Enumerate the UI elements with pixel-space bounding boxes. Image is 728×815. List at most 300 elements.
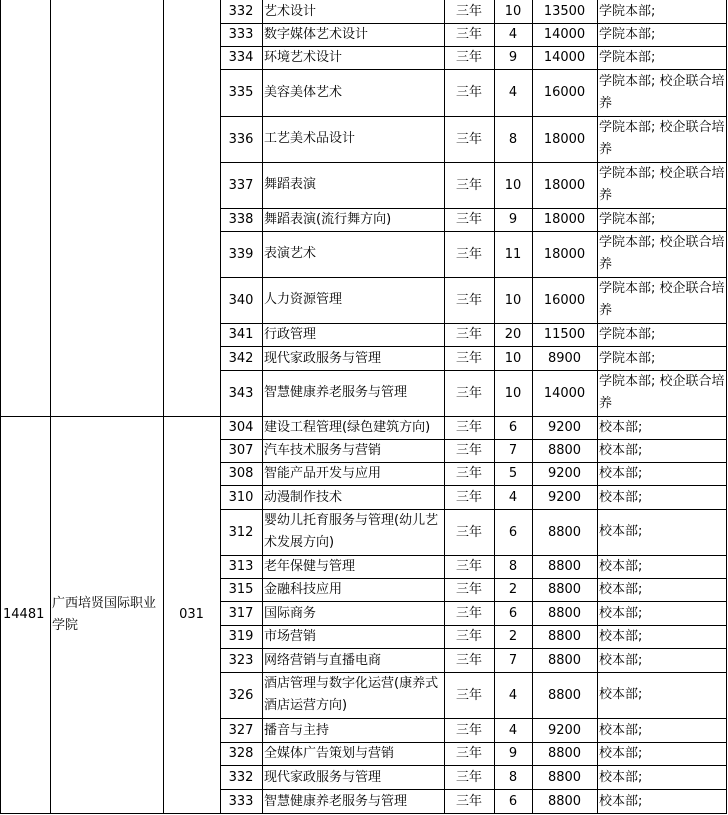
tuition-cell	[532, 323, 598, 347]
duration-cell	[444, 789, 495, 814]
major-code-cell-text: 319	[228, 629, 254, 644]
plan-count-cell	[494, 625, 533, 649]
plan-count-cell	[494, 765, 533, 790]
duration-cell	[444, 578, 495, 602]
major-name-cell-text: 金融科技应用	[264, 582, 343, 597]
major-code-cell	[220, 578, 263, 602]
major-name-cell-text: 表演艺术	[264, 246, 317, 261]
major-code-cell-text: 328	[228, 746, 254, 761]
school-code-cell	[0, 416, 51, 814]
remark-cell-text: 校本部;	[599, 722, 643, 738]
remark-cell	[597, 323, 727, 347]
plan-count-cell-text: 4	[508, 489, 518, 505]
major-name-cell	[262, 162, 445, 209]
remark-cell-text: 校本部;	[599, 605, 643, 621]
duration-cell	[444, 765, 495, 790]
major-code-cell	[220, 789, 263, 814]
school-code-cell-text: 14481	[3, 607, 45, 622]
tuition-cell	[532, 370, 598, 417]
tuition-cell	[532, 416, 598, 440]
remark-cell-text: 学院本部;	[599, 212, 656, 227]
tuition-cell-text: 8800	[547, 769, 582, 785]
plan-count-cell-text: 10	[504, 350, 522, 366]
major-name-cell	[262, 416, 445, 440]
major-code-cell-text: 333	[228, 793, 254, 809]
remark-cell-text: 学院本部;	[599, 350, 656, 366]
plan-count-cell	[494, 231, 533, 278]
tuition-cell	[532, 718, 598, 743]
major-code-cell	[220, 370, 263, 417]
tuition-cell-text: 8800	[547, 582, 582, 597]
tuition-cell-text: 14000	[543, 27, 586, 42]
major-name-cell-text: 建设工程管理(绿色建筑方向)	[264, 420, 431, 435]
duration-cell	[444, 0, 495, 24]
duration-cell-text: 三年	[455, 582, 482, 597]
duration-cell	[444, 601, 495, 626]
duration-cell	[444, 116, 495, 163]
major-code-cell-text: 335	[228, 85, 254, 100]
remark-cell	[597, 0, 727, 24]
school-code-cell-empty	[0, 0, 51, 417]
tuition-cell	[532, 648, 598, 673]
major-name-cell-text: 老年保健与管理	[264, 559, 356, 574]
tuition-cell-text: 8800	[547, 443, 582, 458]
major-name-cell-text: 婴幼儿托育服务与管理(幼儿艺术发展方向)	[264, 513, 439, 550]
major-code-cell	[220, 555, 263, 579]
remark-cell	[597, 601, 727, 626]
major-name-cell	[262, 116, 445, 163]
tuition-cell-text: 16000	[543, 292, 586, 308]
duration-cell-text: 三年	[455, 385, 482, 401]
plan-count-cell	[494, 462, 533, 486]
duration-cell	[444, 162, 495, 209]
duration-cell-text: 三年	[455, 524, 482, 540]
remark-cell-text: 校本部;	[599, 746, 643, 761]
tuition-cell	[532, 742, 598, 766]
tuition-cell	[532, 672, 598, 719]
plan-count-cell	[494, 742, 533, 766]
major-code-cell-text: 307	[228, 443, 254, 458]
plan-count-cell-text: 5	[508, 466, 518, 481]
major-code-cell	[220, 625, 263, 649]
tuition-cell	[532, 789, 598, 814]
duration-cell-text: 三年	[455, 246, 482, 262]
major-code-cell	[220, 277, 263, 324]
plan-count-cell-text: 8	[508, 131, 518, 147]
tuition-cell	[532, 625, 598, 649]
major-code-cell-text: 332	[228, 4, 254, 19]
tuition-cell-text: 18000	[543, 131, 586, 147]
duration-cell-text: 三年	[455, 212, 482, 227]
duration-cell	[444, 323, 495, 347]
remark-cell-text: 学院本部; 校企联合培养	[599, 281, 725, 318]
remark-cell-text: 校本部;	[599, 466, 643, 481]
duration-cell-text: 三年	[455, 27, 482, 42]
duration-cell	[444, 462, 495, 486]
major-name-cell-text: 工艺美术品设计	[264, 131, 356, 146]
duration-cell	[444, 23, 495, 47]
major-code-cell-text: 341	[228, 327, 254, 342]
remark-cell	[597, 742, 727, 766]
major-code-cell	[220, 601, 263, 626]
duration-cell	[444, 370, 495, 417]
major-name-cell-text: 智慧健康养老服务与管理	[264, 793, 408, 809]
tuition-cell-text: 8800	[547, 793, 582, 809]
major-name-cell-text: 全媒体广告策划与营销	[264, 746, 395, 761]
plan-count-cell-text: 4	[508, 27, 518, 42]
duration-cell	[444, 648, 495, 673]
major-code-cell-text: 315	[228, 582, 254, 597]
tuition-cell-text: 8800	[547, 605, 582, 621]
tuition-cell	[532, 277, 598, 324]
duration-cell	[444, 46, 495, 70]
duration-cell-text: 三年	[455, 327, 482, 342]
tuition-cell	[532, 601, 598, 626]
major-name-cell	[262, 23, 445, 47]
duration-cell-text: 三年	[455, 722, 482, 738]
major-name-cell	[262, 485, 445, 510]
major-name-cell-text: 动漫制作技术	[264, 489, 343, 505]
major-name-cell	[262, 789, 445, 814]
plan-count-cell-text: 4	[508, 722, 518, 738]
major-name-cell	[262, 323, 445, 347]
plan-count-cell	[494, 555, 533, 579]
plan-count-cell-text: 10	[504, 4, 522, 19]
tuition-cell-text: 8800	[547, 687, 582, 703]
remark-cell	[597, 462, 727, 486]
major-code-cell	[220, 69, 263, 117]
remark-cell-text: 校本部;	[599, 524, 643, 539]
major-code-cell-text: 336	[228, 131, 254, 147]
major-name-cell-text: 美容美体艺术	[264, 84, 343, 100]
duration-cell-text: 三年	[455, 652, 482, 668]
duration-cell-text: 三年	[455, 793, 482, 809]
plan-count-cell-text: 10	[504, 292, 522, 308]
remark-cell	[597, 789, 727, 814]
remark-cell-text: 学院本部; 校企联合培养	[599, 120, 725, 157]
major-code-cell	[220, 742, 263, 766]
major-code-cell	[220, 208, 263, 232]
duration-cell-text: 三年	[455, 489, 482, 505]
tuition-cell-text: 8900	[547, 350, 582, 366]
duration-cell	[444, 742, 495, 766]
major-name-cell-text: 行政管理	[264, 327, 317, 342]
major-name-cell	[262, 46, 445, 70]
major-name-cell	[262, 346, 445, 371]
major-name-cell-text: 智慧健康养老服务与管理	[264, 385, 408, 400]
major-name-cell-text: 现代家政服务与管理	[264, 769, 382, 785]
plan-count-cell	[494, 789, 533, 814]
major-name-cell	[262, 672, 445, 719]
remark-cell-text: 校本部;	[599, 582, 643, 597]
tuition-cell	[532, 765, 598, 790]
plan-count-cell-text: 10	[504, 177, 522, 193]
plan-count-cell-text: 6	[508, 524, 518, 540]
major-code-cell-text: 332	[228, 769, 254, 785]
duration-cell-text: 三年	[455, 50, 482, 65]
tuition-cell	[532, 578, 598, 602]
remark-cell	[597, 578, 727, 602]
major-code-cell-text: 340	[228, 292, 254, 308]
remark-cell-text: 校本部;	[599, 629, 643, 644]
major-name-cell	[262, 462, 445, 486]
group-code-cell-text: 031	[179, 607, 204, 622]
major-name-cell	[262, 625, 445, 649]
plan-count-cell-text: 2	[508, 582, 518, 597]
major-name-cell-text: 汽车技术服务与营销	[264, 443, 382, 458]
tuition-cell	[532, 46, 598, 70]
major-name-cell-text: 国际商务	[264, 605, 317, 621]
major-name-cell	[262, 648, 445, 673]
major-code-cell-text: 310	[228, 489, 254, 505]
major-name-cell-text: 智能产品开发与应用	[264, 466, 382, 481]
major-code-cell	[220, 439, 263, 463]
major-code-cell-text: 308	[228, 466, 254, 481]
remark-cell	[597, 555, 727, 579]
remark-cell	[597, 718, 727, 743]
major-code-cell-text: 323	[228, 652, 254, 668]
major-code-cell-text: 327	[228, 722, 254, 738]
duration-cell	[444, 439, 495, 463]
major-code-cell-text: 343	[228, 385, 254, 401]
plan-count-cell-text: 7	[508, 443, 518, 458]
duration-cell-text: 三年	[455, 466, 482, 481]
tuition-cell-text: 9200	[547, 489, 582, 505]
tuition-cell	[532, 116, 598, 163]
duration-cell-text: 三年	[455, 420, 482, 435]
plan-count-cell	[494, 718, 533, 743]
major-code-cell-text: 334	[228, 50, 254, 65]
major-name-cell-text: 酒店管理与数字化运营(康养式酒店运营方向)	[264, 676, 439, 713]
remark-cell-text: 校本部;	[599, 559, 643, 574]
duration-cell-text: 三年	[455, 687, 482, 703]
major-code-cell	[220, 718, 263, 743]
duration-cell	[444, 485, 495, 510]
major-code-cell-text: 338	[228, 212, 254, 227]
remark-cell-text: 学院本部; 校企联合培养	[599, 235, 725, 272]
remark-cell	[597, 439, 727, 463]
major-name-cell-text: 人力资源管理	[264, 292, 343, 307]
plan-count-cell	[494, 162, 533, 209]
plan-count-cell	[494, 46, 533, 70]
plan-count-cell	[494, 370, 533, 417]
major-code-cell	[220, 648, 263, 673]
group-code-cell	[163, 416, 221, 814]
plan-count-cell-text: 9	[508, 212, 518, 227]
tuition-cell	[532, 162, 598, 209]
major-name-cell	[262, 69, 445, 117]
tuition-cell-text: 9200	[547, 722, 582, 738]
plan-count-cell-text: 6	[508, 420, 518, 435]
remark-cell-text: 校本部;	[599, 489, 643, 505]
major-name-cell	[262, 765, 445, 790]
major-code-cell-text: 326	[228, 687, 254, 703]
major-name-cell	[262, 370, 445, 417]
tuition-cell-text: 9200	[547, 466, 582, 481]
remark-cell-text: 学院本部; 校企联合培养	[599, 166, 725, 203]
plan-count-cell	[494, 416, 533, 440]
plan-count-cell	[494, 208, 533, 232]
remark-cell-text: 学院本部;	[599, 327, 656, 342]
tuition-cell	[532, 23, 598, 47]
major-code-cell	[220, 116, 263, 163]
remark-cell	[597, 162, 727, 209]
major-code-cell-text: 342	[228, 350, 254, 366]
remark-cell	[597, 116, 727, 163]
duration-cell-text: 三年	[455, 4, 482, 19]
plan-count-cell	[494, 672, 533, 719]
remark-cell-text: 校本部;	[599, 652, 643, 668]
major-name-cell-text: 现代家政服务与管理	[264, 350, 382, 366]
duration-cell	[444, 672, 495, 719]
remark-cell	[597, 277, 727, 324]
tuition-cell-text: 14000	[543, 50, 586, 65]
tuition-cell-text: 9200	[547, 420, 582, 435]
plan-count-cell-text: 6	[508, 793, 518, 809]
tuition-cell	[532, 555, 598, 579]
major-code-cell	[220, 231, 263, 278]
major-code-cell	[220, 162, 263, 209]
remark-cell	[597, 23, 727, 47]
remark-cell-text: 学院本部; 校企联合培养	[599, 374, 725, 411]
major-name-cell-text: 数字媒体艺术设计	[264, 27, 369, 42]
plan-count-cell	[494, 69, 533, 117]
remark-cell	[597, 625, 727, 649]
remark-cell-text: 校本部;	[599, 687, 643, 702]
remark-cell-text: 校本部;	[599, 443, 643, 458]
duration-cell-text: 三年	[455, 605, 482, 621]
tuition-cell-text: 14000	[543, 385, 586, 401]
plan-count-cell-text: 2	[508, 629, 518, 644]
remark-cell	[597, 509, 727, 556]
school-name-cell-empty	[50, 0, 164, 417]
plan-count-cell-text: 4	[508, 85, 518, 100]
remark-cell	[597, 765, 727, 790]
major-name-cell-text: 市场营销	[264, 629, 317, 644]
duration-cell-text: 三年	[455, 177, 482, 193]
plan-count-cell-text: 9	[508, 50, 518, 65]
major-name-cell	[262, 509, 445, 556]
plan-count-cell	[494, 23, 533, 47]
major-code-cell	[220, 323, 263, 347]
plan-count-cell-text: 10	[504, 385, 522, 401]
duration-cell-text: 三年	[455, 350, 482, 366]
duration-cell-text: 三年	[455, 629, 482, 644]
tuition-cell	[532, 208, 598, 232]
plan-count-cell-text: 6	[508, 605, 518, 621]
major-code-cell	[220, 485, 263, 510]
tuition-cell	[532, 0, 598, 24]
major-name-cell	[262, 555, 445, 579]
remark-cell-text: 学院本部;	[599, 27, 656, 42]
tuition-cell-text: 8800	[547, 524, 582, 540]
remark-cell	[597, 672, 727, 719]
major-code-cell	[220, 0, 263, 24]
major-name-cell-text: 网络营销与直播电商	[264, 652, 382, 668]
tuition-cell	[532, 485, 598, 510]
tuition-cell-text: 11500	[543, 327, 586, 342]
tuition-cell-text: 8800	[547, 629, 582, 644]
tuition-cell-text: 8800	[547, 746, 582, 761]
plan-count-cell	[494, 601, 533, 626]
major-name-cell	[262, 742, 445, 766]
school-name-cell-text: 广西培贤国际职业学院	[52, 595, 157, 633]
duration-cell	[444, 346, 495, 371]
plan-count-cell	[494, 578, 533, 602]
plan-count-cell	[494, 277, 533, 324]
tuition-cell	[532, 69, 598, 117]
major-name-cell-text: 舞蹈表演	[264, 177, 317, 192]
major-code-cell	[220, 416, 263, 440]
duration-cell	[444, 208, 495, 232]
plan-count-cell-text: 8	[508, 559, 518, 574]
plan-count-cell	[494, 509, 533, 556]
remark-cell-text: 学院本部;	[599, 4, 656, 19]
tuition-cell-text: 8800	[547, 559, 582, 574]
major-name-cell	[262, 578, 445, 602]
duration-cell	[444, 555, 495, 579]
plan-count-cell	[494, 648, 533, 673]
major-name-cell	[262, 718, 445, 743]
remark-cell	[597, 346, 727, 371]
major-code-cell	[220, 765, 263, 790]
plan-count-cell	[494, 346, 533, 371]
major-name-cell-text: 艺术设计	[264, 4, 317, 19]
major-name-cell	[262, 601, 445, 626]
major-code-cell	[220, 462, 263, 486]
major-code-cell-text: 312	[228, 524, 254, 540]
plan-count-cell	[494, 0, 533, 24]
duration-cell	[444, 509, 495, 556]
plan-count-cell-text: 4	[508, 687, 518, 703]
major-name-cell	[262, 231, 445, 278]
tuition-cell-text: 13500	[543, 4, 586, 19]
plan-count-cell	[494, 323, 533, 347]
major-name-cell	[262, 0, 445, 24]
duration-cell-text: 三年	[455, 559, 482, 574]
plan-count-cell-text: 11	[504, 246, 522, 262]
tuition-cell	[532, 346, 598, 371]
tuition-cell-text: 16000	[543, 85, 586, 100]
duration-cell	[444, 416, 495, 440]
plan-count-cell-text: 7	[508, 652, 518, 668]
remark-cell	[597, 370, 727, 417]
tuition-cell-text: 18000	[543, 212, 586, 227]
tuition-cell-text: 18000	[543, 246, 586, 262]
duration-cell	[444, 69, 495, 117]
major-code-cell-text: 304	[228, 420, 254, 435]
plan-count-cell	[494, 439, 533, 463]
duration-cell-text: 三年	[455, 292, 482, 308]
duration-cell	[444, 718, 495, 743]
major-name-cell	[262, 277, 445, 324]
remark-cell	[597, 46, 727, 70]
remark-cell	[597, 485, 727, 510]
plan-count-cell	[494, 116, 533, 163]
school-name-cell	[50, 416, 164, 814]
remark-cell-text: 校本部;	[599, 420, 643, 435]
major-code-cell-text: 313	[228, 559, 254, 574]
remark-cell	[597, 208, 727, 232]
remark-cell	[597, 648, 727, 673]
remark-cell	[597, 69, 727, 117]
major-code-cell	[220, 672, 263, 719]
major-code-cell	[220, 23, 263, 47]
tuition-cell	[532, 462, 598, 486]
plan-count-cell-text: 9	[508, 746, 518, 761]
major-code-cell-text: 339	[228, 246, 254, 262]
major-name-cell	[262, 208, 445, 232]
